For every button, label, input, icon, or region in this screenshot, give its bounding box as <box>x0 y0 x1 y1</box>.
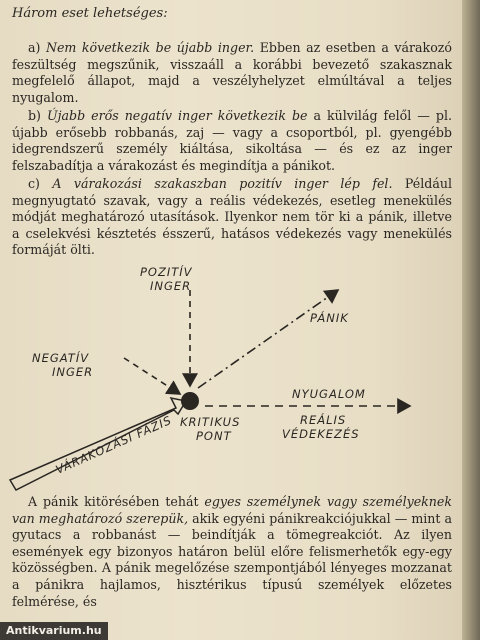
watermark: Antikvarium.hu <box>0 622 108 640</box>
panic-arrow <box>198 290 338 388</box>
page-heading: Három eset lehetséges: <box>12 6 168 21</box>
label-negativ-inger: INGER <box>52 365 94 379</box>
paragraph-bottom: A pánik kitörésében tehát egyes személynek vagy személyeknek van meghatározó szerepük, akik egyéni pánikreakciójukkal — mint a gyutacs a robbanást — beindítják a tömegreakciót. Az ilyen események egy bizonyos határon belül előre felismerhetők egy-egy közösségben. A pánik megelőzése szempontjából lényeges mozzanat a pánikra hajlamos, hisztérikus típusú személyek előzetes felmérése, és <box>12 494 452 609</box>
paragraph-c: c) A várakozási szakaszban pozitív inger lép fel. Például megnyugtató szavak, vagy a reális védekezés, esetleg menekülés módját meghatározó utasítások. Ilyenkor nem tör ki a pánik, illetve a cselekvési késztetés ésszerű, hatásos védekezés vagy menekülés formáját ölti. <box>12 176 452 258</box>
label-pozitiv-inger: INGER <box>150 279 192 293</box>
label-varakozasi-fazis: VÁRAKOZÁSI FÁZIS <box>53 412 174 477</box>
label-nyugalom: NYUGALOM <box>292 387 366 401</box>
paragraph-b: b) Újabb erős negatív inger következik be a külvilág felől — pl. újabb erősebb robbanás, zaj — vagy a csoportból, pl. gyengébb idegrendszerű személy kiáltása, sikoltása — és ez az inger felszabadítja a várakozást és megindítja a pánikot. <box>12 108 452 173</box>
critical-point-dot <box>181 392 199 410</box>
label-negativ: NEGATÍV <box>32 351 90 365</box>
label-kritikus: KRITIKUS <box>180 415 241 429</box>
paragraph-a: a) Nem következik be újabb inger. Ebben az esetben a várakozó feszültség megszűnik, visszaáll a korábbi bevezető szakasznak megfelelő állapot, majd a veszélyhelyzet elmúltával a teljes nyugalom. <box>12 40 452 105</box>
label-pont: PONT <box>196 429 232 443</box>
label-pozitiv: POZITÍV <box>140 265 193 279</box>
page-gutter <box>462 0 480 640</box>
panic-diagram <box>0 248 462 500</box>
label-panik: PÁNIK <box>310 311 349 325</box>
label-realis: REÁLIS <box>300 413 347 427</box>
negative-arrow <box>124 358 180 394</box>
label-vedekezes: VÉDEKEZÉS <box>282 427 360 441</box>
